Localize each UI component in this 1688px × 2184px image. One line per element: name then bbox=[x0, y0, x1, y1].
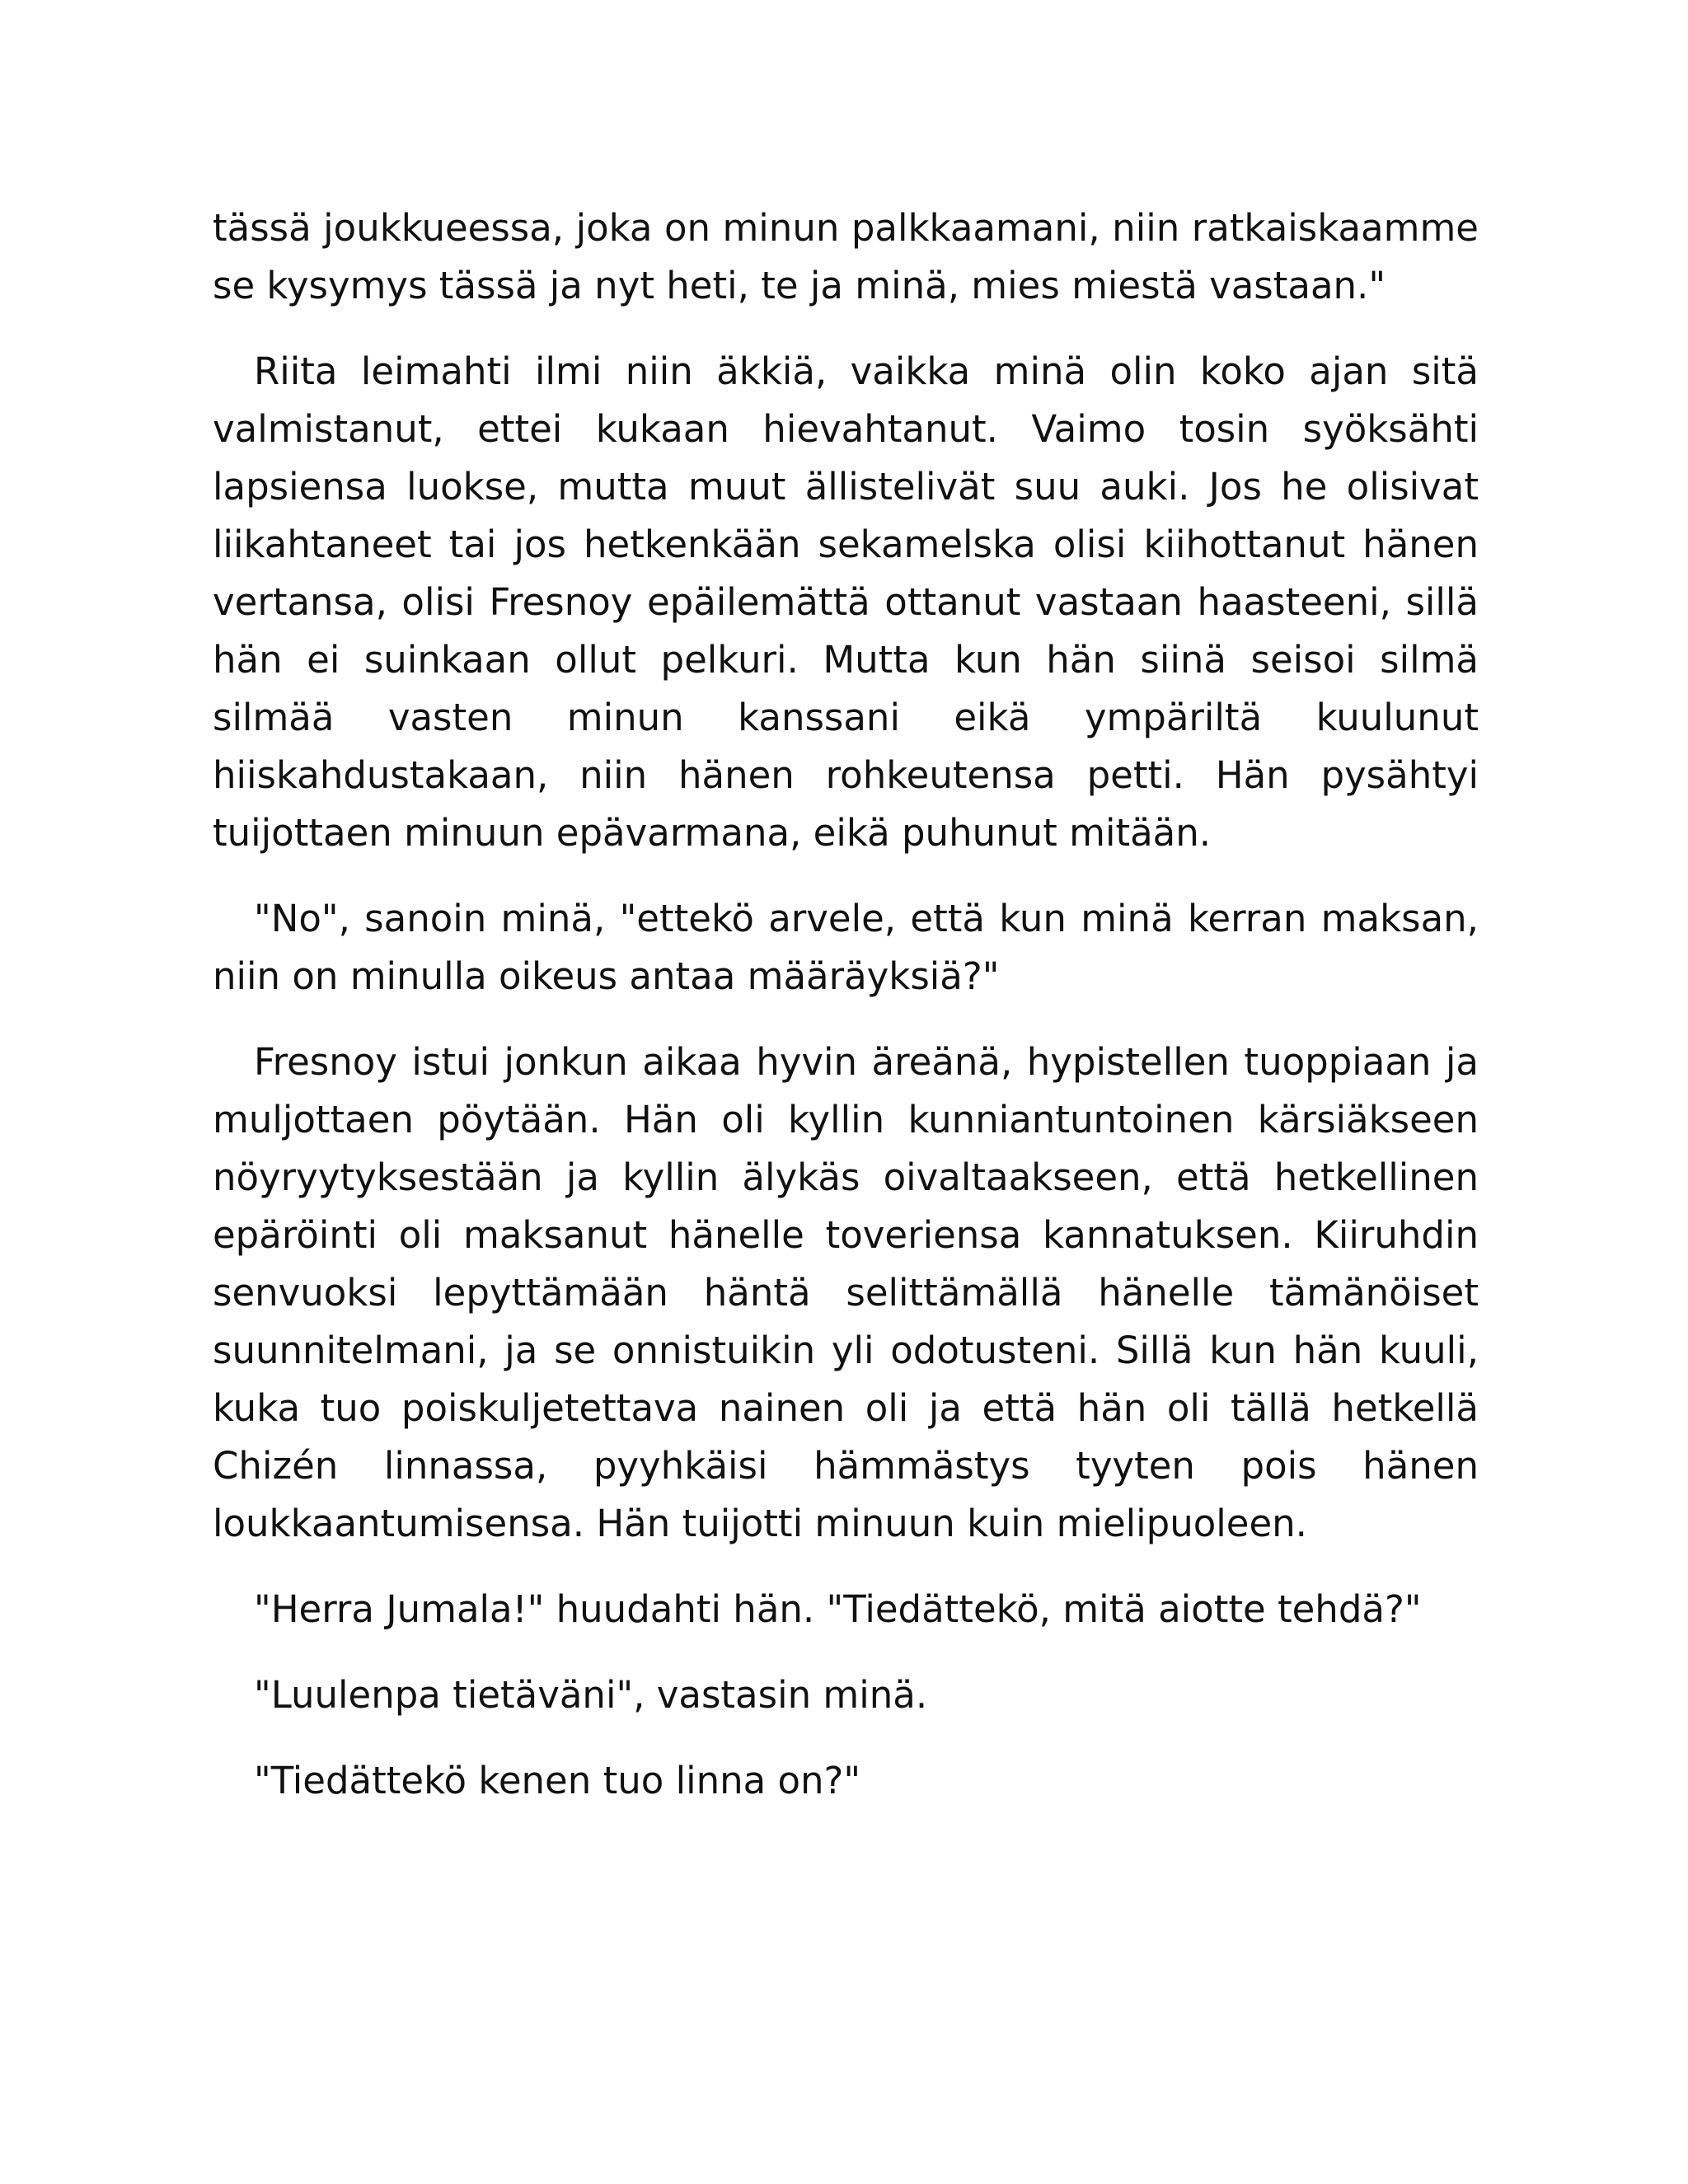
paragraph-quarrel: Riita leimahti ilmi niin äkkiä, vaikka minä olin koko ajan sitä valmistanut, ettei kukaan hievahtanut. Vaimo tosin syöksähti lapsiensa luokse, mutta muut ällistelivät suu auki. Jos he olisivat liikahtaneet tai jos hetkenkään sekamelska olisi kiihottanut hänen vertansa, olisi Fresnoy epäilemättä ottanut vastaan haasteeni, sillä hän ei suinkaan ollut pelkuri. Mutta kun hän siinä seisoi silmä silmää vasten minun kanssani eikä ympäriltä kuulunut hiiskahdustakaan, niin hänen rohkeutensa petti. Hän pysähtyi tuijottaen minuun epävarmana, eikä puhunut mitään. bbox=[213, 349, 1479, 855]
paragraph-continuation: tässä joukkueessa, joka on minun palkkaamani, niin ratkaiskaamme se kysymys tässä ja nyt heti, te ja minä, mies miestä vastaan." bbox=[213, 206, 1479, 307]
paragraph-dialogue-luulenpa: "Luulenpa tietäväni", vastasin minä. bbox=[254, 1673, 928, 1717]
paragraph-dialogue-no: "No", sanoin minä, "ettekö arvele, että kun minä kerran maksan, niin on minulla oikeus antaa määräyksiä?" bbox=[213, 897, 1479, 998]
paragraph-dialogue-herra: "Herra Jumala!" huudahti hän. "Tiedättekö, mitä aiotte tehdä?" bbox=[254, 1587, 1422, 1631]
document-page bbox=[213, 199, 1479, 1838]
paragraph-dialogue-tiedattteko: "Tiedättekö kenen tuo linna on?" bbox=[254, 1759, 861, 1802]
paragraph-fresnoy: Fresnoy istui jonkun aikaa hyvin äreänä, hypistellen tuoppiaan ja muljottaen pöytään. Hän oli kyllin kunniantuntoinen kärsiäkseen nöyryytyksestään ja kyllin älykäs oivaltaakseen, että hetkellinen epäröinti oli maksanut hänelle toveriensa kannatuksen. Kiiruhdin senvuoksi lepyttämään häntä selittämällä hänelle tämänöiset suunnitelmani, ja se onnistuikin yli odotusteni. Sillä kun hän kuuli, kuka tuo poiskuljetettava nainen oli ja että hän oli tällä hetkellä Chizén linnassa, pyyhkäisi hämmästys tyyten pois hänen loukkaantumisensa. Hän tuijotti minuun kuin mielipuoleen. bbox=[213, 1040, 1479, 1545]
